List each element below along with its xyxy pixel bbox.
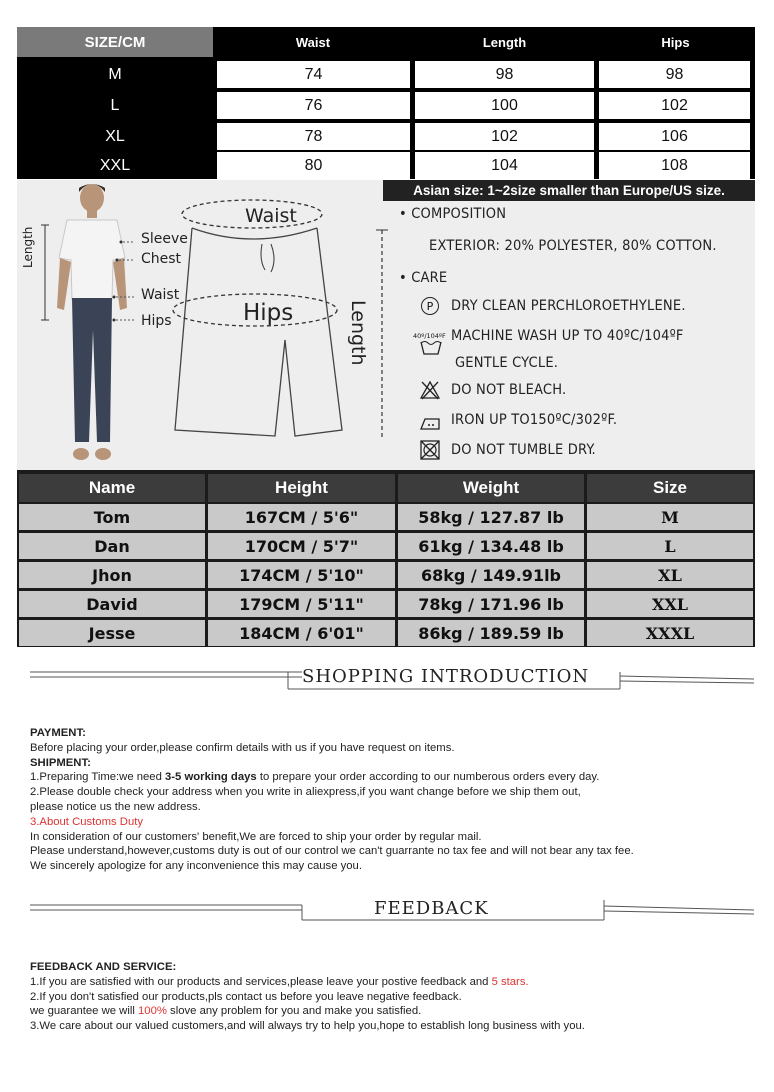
five-stars-highlight: 5 stars. <box>491 975 529 988</box>
feedback-line-1-pre: 1.If you are satisfied with our products and services,please leave your postive feedback and <box>30 975 492 988</box>
care-item: MACHINE WASH UP TO 40ºC/104ºF <box>451 328 684 344</box>
model-name: Jhon <box>19 562 205 588</box>
model-name: Dan <box>19 533 205 559</box>
percent-highlight: 100% <box>138 1005 167 1018</box>
model-weight: 78kg / 171.96 lb <box>398 591 584 617</box>
model-name: David <box>19 591 205 617</box>
feedback-line-2: 2.If you don't satisfied our products,pls contact us before you leave negative feedback. <box>30 990 462 1003</box>
size-cell-length: 102 <box>415 123 594 150</box>
shopping-intro-title: SHOPPING INTRODUCTION <box>302 666 590 687</box>
model-size: M <box>587 504 753 530</box>
wash-temp-text: 40º/104ºF <box>413 332 446 340</box>
care-title: • CARE <box>399 270 448 286</box>
model-height: 167CM / 5'6" <box>208 504 395 530</box>
care-item: DO NOT TUMBLE DRY. <box>451 442 596 458</box>
size-chart-table <box>17 27 755 179</box>
shopping-intro-banner <box>30 663 754 703</box>
model-height: 174CM / 5'10" <box>208 562 395 588</box>
shorts-length-label: Length <box>347 300 369 366</box>
models-header-name: Name <box>19 474 205 502</box>
care-item: DO NOT BLEACH. <box>451 382 567 398</box>
feedback-text-block <box>30 960 585 1034</box>
model-hips-label: Hips <box>141 313 172 329</box>
machine-wash-icon <box>420 340 442 356</box>
asian-size-note: Asian size: 1~2size smaller than Europe/US size. <box>383 180 755 201</box>
size-chart-header-length: Length <box>482 34 527 50</box>
size-cell-waist: 74 <box>217 61 410 88</box>
shipment-line-2b: please notice us the new address. <box>30 800 201 813</box>
shipment-line-1 <box>30 770 634 785</box>
size-cell-length: 104 <box>415 152 594 179</box>
shorts-hips-label: Hips <box>243 300 294 326</box>
customs-duty-title: 3.About Customs Duty <box>30 815 144 828</box>
size-chart-header-hips: Hips <box>661 34 690 50</box>
model-size: L <box>587 533 753 559</box>
model-length-label: Length <box>21 226 35 268</box>
size-cell-waist: 76 <box>217 92 410 119</box>
shipment-title: SHIPMENT: <box>30 756 91 769</box>
model-weight: 58kg / 127.87 lb <box>398 504 584 530</box>
working-days-highlight: 3-5 working days <box>165 771 257 784</box>
customs-line-1: In consideration of our customers' benefit,We are forced to ship your order by regular mail. <box>30 830 482 843</box>
model-weight: 86kg / 189.59 lb <box>398 620 584 646</box>
size-cell-waist: 78 <box>217 123 410 150</box>
iron-icon <box>419 415 441 431</box>
model-weight: 61kg / 134.48 lb <box>398 533 584 559</box>
size-cell-waist: 80 <box>217 152 410 179</box>
feedback-line-3-pre: we guarantee we will <box>30 1005 139 1018</box>
model-name: Tom <box>19 504 205 530</box>
shorts-sketch <box>167 190 407 470</box>
care-item: IRON UP TO150ºC/302ºF. <box>451 412 618 428</box>
care-item: GENTLE CYCLE. <box>455 355 559 371</box>
model-size: XL <box>587 562 753 588</box>
model-height: 170CM / 5'7" <box>208 533 395 559</box>
models-header-weight: Weight <box>398 474 584 502</box>
size-cell-length: 100 <box>415 92 594 119</box>
size-cell-hips: 108 <box>599 152 750 179</box>
shipment-line-1-pre: 1.Preparing Time:we need <box>30 771 166 784</box>
size-row-label: L <box>110 96 120 114</box>
model-size: XXL <box>587 591 753 617</box>
model-height: 179CM / 5'11" <box>208 591 395 617</box>
payment-title: PAYMENT: <box>30 727 86 739</box>
size-cell-hips: 98 <box>599 61 750 88</box>
model-size: XXXL <box>587 620 753 646</box>
size-chart-header-size: SIZE/CM <box>17 27 213 57</box>
size-row-label: XXL <box>99 156 131 174</box>
shipment-line-2: 2.Please double check your address when you write in aliexpress,if you want change before we ship them out, <box>30 786 581 799</box>
feedback-line-3 <box>30 1004 585 1019</box>
payment-text: Before placing your order,please confirm details with us if you have request on items. <box>30 741 455 754</box>
size-cell-hips: 106 <box>599 123 750 150</box>
shopping-text-block <box>30 726 634 874</box>
model-chest-label: Chest <box>141 251 182 267</box>
no-bleach-icon <box>420 380 440 400</box>
models-header-size: Size <box>587 474 753 502</box>
model-sleeve-label: Sleeve <box>141 231 188 247</box>
feedback-line-1 <box>30 975 585 990</box>
feedback-title: FEEDBACK <box>374 898 489 919</box>
shipment-line-1-post: to prepare your order according to our numberous orders every day. <box>256 771 600 784</box>
composition-title: • COMPOSITION <box>399 206 507 222</box>
model-weight: 68kg / 149.91lb <box>398 562 584 588</box>
size-row-label: M <box>108 65 122 83</box>
customs-line-2: Please understand,however,customs duty is out of our control we can't guarrante no tax fee and will not bear any tax fee. <box>30 845 634 858</box>
feedback-section-title: FEEDBACK AND SERVICE: <box>30 961 177 973</box>
no-tumble-dry-icon <box>420 440 440 460</box>
feedback-line-3-post: slove any problem for you and make you satisfied. <box>166 1005 422 1018</box>
size-cell-length: 98 <box>415 61 594 88</box>
size-row-label: XL <box>105 127 125 145</box>
product-measurement-figure <box>17 180 755 470</box>
size-chart-header-waist: Waist <box>295 34 331 50</box>
shorts-waist-label: Waist <box>245 205 297 227</box>
customs-line-3: We sincerely apologize for any inconvenience this may cause you. <box>30 860 362 873</box>
model-height: 184CM / 6'01" <box>208 620 395 646</box>
size-cell-hips: 102 <box>599 92 750 119</box>
models-header-height: Height <box>208 474 395 502</box>
composition-text: EXTERIOR: 20% POLYESTER, 80% COTTON. <box>429 238 717 254</box>
dry-clean-icon: P <box>421 297 439 315</box>
model-name: Jesse <box>19 620 205 646</box>
feedback-line-4: 3.We care about our valued customers,and will always try to help you,hope to establish long business with you. <box>30 1020 585 1033</box>
feedback-banner <box>30 896 754 936</box>
care-item: DRY CLEAN PERCHLOROETHYLENE. <box>451 298 686 314</box>
model-size-table <box>17 470 755 647</box>
model-waist-label: Waist <box>141 287 180 303</box>
